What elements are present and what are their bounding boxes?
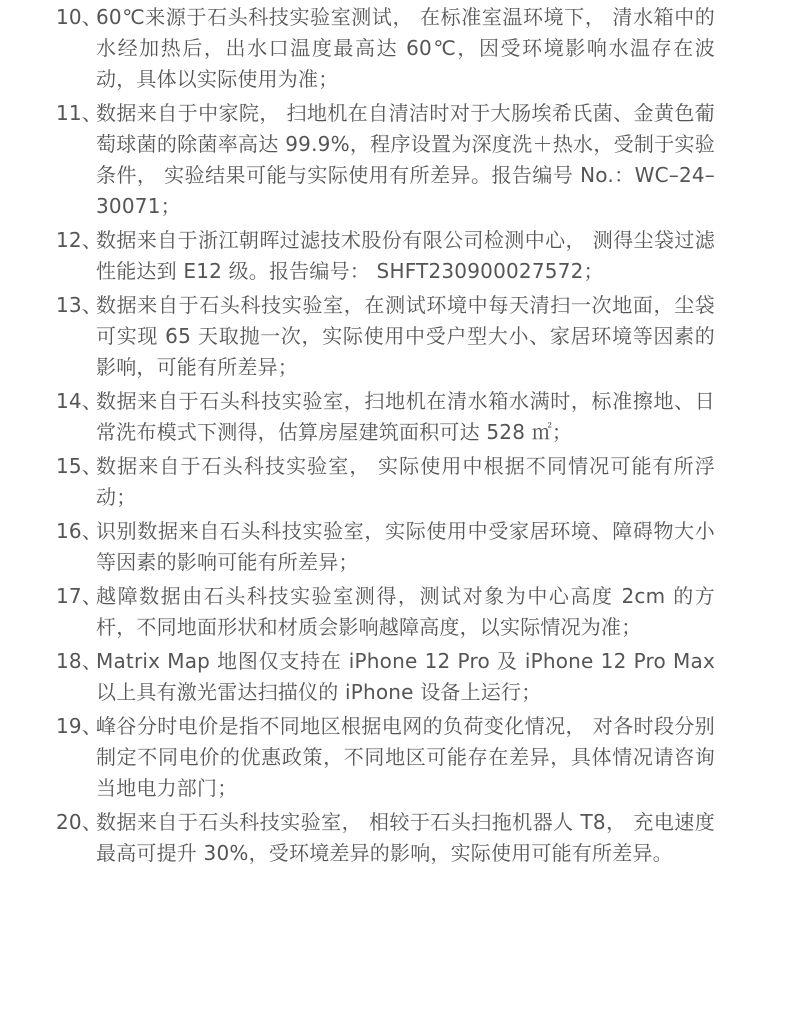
- footnote-item-20: [0, 807, 801, 869]
- footnote-item-16: [0, 516, 801, 578]
- footnote-number: 18、: [56, 649, 103, 673]
- footnote-number: 17、: [56, 584, 103, 608]
- footnote-item-13: [0, 290, 801, 383]
- footnote-text: 数据来自于浙江朝晖过滤技术股份有限公司检测中心， 测得尘袋过滤性能达到 E12 级。报告编号： SHFT230900027572；: [96, 228, 715, 283]
- footnote-item-19: [0, 711, 801, 804]
- footnote-item-18: [0, 646, 801, 708]
- footnote-number: 14、: [56, 389, 103, 413]
- footnote-text: 数据来自于石头科技实验室， 相较于石头扫拖机器人 T8， 充电速度最高可提升 30%，受环境差异的影响，实际使用可能有所差异。: [96, 810, 715, 865]
- footnote-number: 11、: [56, 101, 103, 125]
- footnote-number: 13、: [56, 293, 103, 317]
- footnote-number: 20、: [56, 810, 103, 834]
- footnote-text: 数据来自于石头科技实验室，在测试环境中每天清扫一次地面，尘袋可实现 65 天取抛一次，实际使用中受户型大小、家居环境等因素的影响，可能有所差异；: [96, 293, 715, 379]
- footnote-text: Matrix Map 地图仅支持在 iPhone 12 Pro 及 iPhone 12 Pro Max 以上具有激光雷达扫描仪的 iPhone 设备上运行；: [96, 649, 715, 704]
- footnote-text: 越障数据由石头科技实验室测得，测试对象为中心高度 2cm 的方杆，不同地面形状和材质会影响越障高度，以实际情况为准；: [96, 584, 715, 639]
- footnote-number: 10、: [56, 5, 103, 29]
- footnote-item-12: [0, 225, 801, 287]
- footnote-number: 16、: [56, 519, 103, 543]
- footnote-text: 60℃来源于石头科技实验室测试， 在标准室温环境下， 清水箱中的水经加热后，出水口温度最高达 60℃，因受环境影响水温存在波动，具体以实际使用为准；: [96, 5, 715, 91]
- footnote-text: 数据来自于中家院， 扫地机在自清洁时对于大肠埃希氏菌、金黄色葡萄球菌的除菌率高达 99.9%，程序设置为深度洗＋热水，受制于实验条件， 实验结果可能与实际使用有所差异。报告编号 No.：WC–24–30071；: [96, 101, 715, 218]
- footnote-number: 12、: [56, 228, 103, 252]
- footnote-text: 数据来自于石头科技实验室，扫地机在清水箱水满时，标准擦地、日常洗布模式下测得，估算房屋建筑面积可达 528 ㎡；: [96, 389, 715, 444]
- footnote-text: 数据来自于石头科技实验室， 实际使用中根据不同情况可能有所浮动；: [96, 454, 715, 509]
- footnote-text: 峰谷分时电价是指不同地区根据电网的负荷变化情况， 对各时段分别制定不同电价的优惠政策，不同地区可能存在差异，具体情况请咨询当地电力部门；: [96, 714, 715, 800]
- footnote-number: 19、: [56, 714, 103, 738]
- footnote-number: 15、: [56, 454, 103, 478]
- footnote-item-10: [0, 2, 801, 95]
- footnote-text: 识别数据来自石头科技实验室，实际使用中受家居环境、障碍物大小等因素的影响可能有所差异；: [96, 519, 715, 574]
- footnote-item-15: [0, 451, 801, 513]
- footnote-item-11: [0, 98, 801, 222]
- footnote-item-17: [0, 581, 801, 643]
- footnote-item-14: [0, 386, 801, 448]
